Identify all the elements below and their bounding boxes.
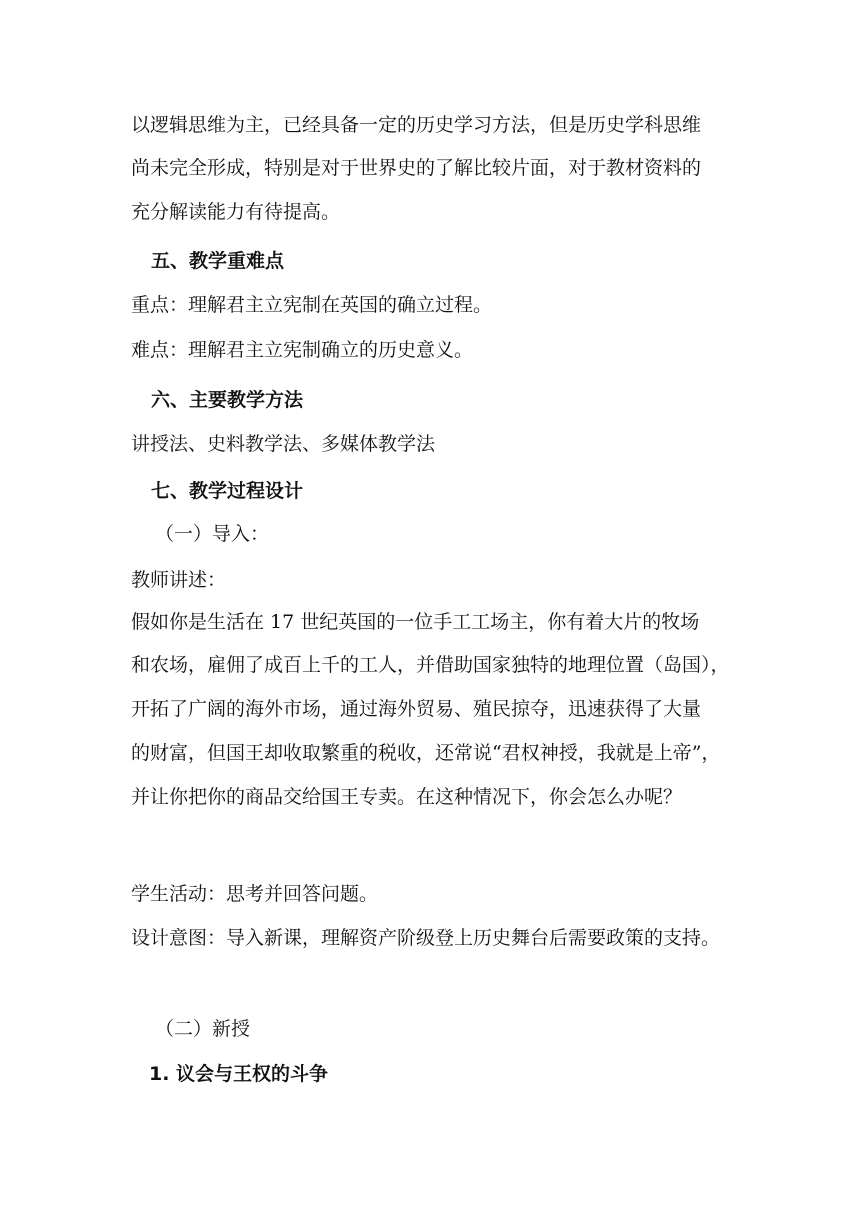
paragraph-line: 尚未完全形成，特别是对于世界史的了解比较片面，对于教材资料的 <box>131 157 702 179</box>
narration-line: 假如你是生活在 17 世纪英国的一位手工工场主，你有着大片的牧场 <box>131 611 700 633</box>
narration-line: 和农场，雇佣了成百上千的工人，并借助国家独特的地理位置（岛国）， <box>131 654 730 676</box>
topic-heading-1: 1. 议会与王权的斗争 <box>149 1063 329 1085</box>
paragraph-line: 以逻辑思维为主，已经具备一定的历史学习方法，但是历史学科思维 <box>131 114 702 136</box>
teaching-methods-text: 讲授法、史料教学法、多媒体教学法 <box>131 433 436 455</box>
student-activity-text: 学生活动：思考并回答问题。 <box>131 883 379 905</box>
teacher-label: 教师讲述： <box>131 569 227 591</box>
narration-line: 的财富，但国王却收取繁重的税收，还常说“君权神授，我就是上帝”， <box>131 742 721 764</box>
narration-line: 并让你把你的商品交给国王专卖。在这种情况下，你会怎么办呢？ <box>131 786 683 808</box>
narration-line: 开拓了广阔的海外市场，通过海外贸易、殖民掠夺，迅速获得了大量 <box>131 698 702 720</box>
design-intent-text: 设计意图：导入新课，理解资产阶级登上历史舞台后需要政策的支持。 <box>131 927 721 949</box>
new-lesson-subheading: （二）新授 <box>155 1018 251 1040</box>
key-point-text: 重点：理解君主立宪制在英国的确立过程。 <box>131 294 493 316</box>
section-heading-5: 五、教学重难点 <box>151 250 285 272</box>
section-heading-6: 六、主要教学方法 <box>151 389 304 411</box>
difficult-point-text: 难点：理解君主立宪制确立的历史意义。 <box>131 339 474 361</box>
paragraph-line: 充分解读能力有待提高。 <box>131 201 341 223</box>
intro-subheading: （一）导入： <box>155 523 270 545</box>
section-heading-7: 七、教学过程设计 <box>151 480 304 502</box>
